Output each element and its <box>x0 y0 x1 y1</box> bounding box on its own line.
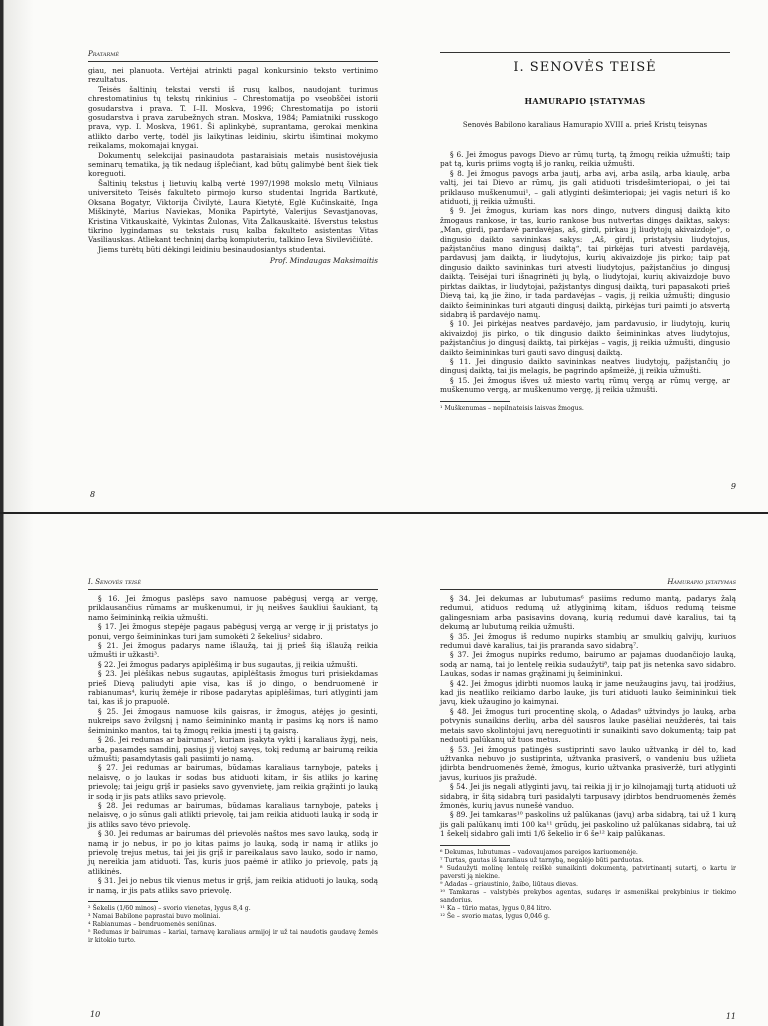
running-header: Pratarmė <box>88 50 120 58</box>
footnote-rule <box>440 401 510 402</box>
footnote: ¹⁰ Tamkaras – valstybės prekybos agentas, sudaręs ir asmeniškai prekybinius ir tiekimo sandorius. <box>440 888 736 904</box>
header-rule <box>88 61 378 62</box>
paragraph: Šaltinių tekstus į lietuvių kalbą vertė 1997/1998 mokslo metų Vilniaus universiteto Teisės fakulteto pirmojo kurso studentai Ingrida Bartkutė, Oksana Bogatyr, Viktorija Čivilytė, Laura Kietytė, Eglė Kučinskaitė, Inga Miškinytė, Marius Naviekas, Monika Papirtytė, Valerijus Sevastjanovas, Kristina Vitkauskaitė, Vykintas Žulonas, Vita Žalkauskaitė. Išverstus tekstus tikrino lygindamas su tekstais rusų kalba fakulteto asistentas Vitas Vasiliauskas. Atliekant techninį darbą kompiuteriu, talkino Ieva Sivilevičiūtė. <box>88 178 378 245</box>
code-text <box>88 594 378 945</box>
page-number: 11 <box>725 1012 736 1021</box>
footnote: ¹ Muškenumas – nepilnateisis laisvas žmogus. <box>440 404 584 412</box>
page-number: 10 <box>90 1010 101 1019</box>
paragraph: § 23. Jei plėšikas nebus sugautas, apiplėštasis žmogus turi prisiekdamas prieš Dievą paliudyti apie visa, kas iš jo dingo, o bendruomenė ir rabianumas⁴, kurių žemėje ir ribose padarytas apiplėšimas, turi atlyginti jam tai, kas iš jo prapuolė. <box>88 669 378 707</box>
paragraph: § 10. Jei pirkėjas neatves pardavėjo, jam pardavusio, ir liudytojų, kurių akivaizdoj jis pirko, o tik dingusio daikto šeimininkas atves liudytojus, pažįstančius jo dingusį daiktą, tai pirkėjas – vagis, jį reikia užmušti, dingusio daikto šeimininkas turi gauti savo dingusį daiktą. <box>440 319 730 357</box>
footnote: ⁸ Sudaužyti molinę lentelę reiškė sunaikinti dokumentą, patvirtinantį sutartį, o kartu ir paversti ją niekine. <box>440 864 736 880</box>
page-11 <box>384 514 768 1026</box>
page-8 <box>0 0 385 512</box>
paragraph: § 53. Jei žmogus patingės sustiprinti savo lauko užtvanką ir dėl to, kad užtvanka nebuvo jo sustiprinta, užtvanka prasiverš, o vandeniu bus užlieta įdirbta bendruomenės žemė, žmogus, kurio užtvanka prasiveržė, turi atlyginti javus, kuriuos jis pražudė. <box>440 744 736 782</box>
running-header: Hamurapio įstatymas <box>667 578 736 586</box>
footnote: ¹² Še – svorio matas, lygus 0,046 g. <box>440 912 550 920</box>
page-number: 9 <box>730 482 736 491</box>
paragraph: giau, nei planuota. Vertėjai atrinkti pagal konkursinio teksto vertinimo rezultatus. <box>88 66 378 85</box>
footnote: ³ Namai Babilone paprastai buvo moliniai. <box>88 913 221 920</box>
footnote: ⁷ Turtas, gautas iš karaliaus už tarnybą, negalėjo būti parduotas. <box>440 856 644 864</box>
paragraph: Jiems turėtų būti dėkingi leidiniu besinaudosiantys studentai. <box>98 244 326 254</box>
paragraph: § 17. Jei žmogus stepėje pagaus pabėgusį vergą ar vergę ir jį pristatys jo ponui, vergo šeimininkas turi jam sumokėti 2 šekelius² sidabro. <box>88 622 378 641</box>
footnote-rule <box>440 845 510 846</box>
paragraph: § 34. Jei dekumas ar lubutumas⁶ pasiims redumo mantą, padarys žalą redumui, atiduos redumą už atlyginimą kitam, išduos redumą teisme galingesniam arba pasisavins dovaną, kurią redumui davė karalius, tai tą dekumą ar lubutumą reikia užmušti. <box>440 594 736 632</box>
paragraph: § 16. Jei žmogus paslėps savo namuose pabėgusį vergą ar vergę, priklausančius rūmams ar muškenumui, ir jų neišves šaukliui šaukiant, tą namo šeimininką reikia užmušti. <box>88 594 378 622</box>
paragraph: Teisės šaltinių tekstai versti iš rusų kalbos, naudojant turimus chrestomatinius tų tekstų rinkinius – Chrestomatija po vseobščei istorii gosudarstva i prava. T. I–II. Moskva, 1996; Chrestomatija po istorii gosudarstva i prava zarubežnych stran. Moskva, 1984; Pamiatniki russkogo prava, vyp. I. Moskva, 1961. Ši aplinkybė, suprantama, gerokai menkina atlikto darbo vertę, todėl jis laikytinas leidiniu, skirtu išimtinai mokymo reikalams, mokomajai knygai. <box>88 84 378 151</box>
paragraph: § 22. Jei žmogus padarys apiplėšimą ir bus sugautas, jį reikia užmušti. <box>98 659 358 669</box>
paragraph: Dokumentų selekcijai pasinaudota pastaraisiais metais nusistovėjusia seminarų tematika, ją tik nedaug išplečiant, kad būtų galimybė bent šiek tiek koreguoti. <box>88 150 378 179</box>
paragraph: § 9. Jei žmogus, kuriam kas nors dingo, nutvers dingusį daiktą kito žmogaus rankose, ir tas, kurio rankose bus nutvertas dingęs daiktas, sakys: „Man, girdi, pardavė pardavėjas, aš, girdi, pirkau jį liudytojų akivaizdoje“, o dingusio daikto savininkas sakys: „Aš, girdi, pristatysiu liudytojus, pažįstančius mano dingusį daiktą“, tai pirkėjas turi atvesti pardavėją, pardavusį jam daiktą, ir liudytojus, kurių akivaizdoje jis pirko; taip pat dingusio daikto savininkas turi atvesti liudytojus, pažįstančius jo dingusį daiktą. Teisėjai turi išnagrinėti jų bylą, o liudytojai, kurių akivaizdoje buvo pirktas daiktas, ir liudytojai, pažįstantys dingusį daiktą, turi papasakoti prieš Dievą tai, ką jie žino, ir tada pardavėjas – vagis, jį reikia užmušti; dingusio daikto šeimininkas turi atgauti dingusį daiktą, pirkėjas turi paimti jo atsvertą sidabrą iš pardavėjo namų. <box>440 206 730 319</box>
paragraph: § 31. Jei jo nebus tik vienus metus ir grįš, jam reikia atiduoti jo lauką, sodą ir namą, ir jis pats atliks savo prievolę. <box>88 876 378 895</box>
paragraph: § 89. Jei tamkaras¹⁰ paskolins už palūkanas (javų) arba sidabrą, tai už 1 kurą jis gali palūkanų imti 100 ka¹¹ grūdų, jei paskolino už palūkanas sidabrą, tai už 1 šekelį sidabro gali imti 1/6 šekelio ir 6 še¹² kaip palūkanas. <box>440 810 736 839</box>
paragraph: § 37. Jei žmogus nupirks redumo, bairumo ar pajamas duodančiojo lauką, sodą ar namą, tai jo lentelę reikia sudaužyti⁸, taip pat jis netenka savo sidabro. Laukas, sodas ir namas grąžinami jų šeimininkui. <box>440 650 736 679</box>
paragraph: § 21. Jei žmogus padarys name išlaužą, tai jį prieš šią išlaužą reikia užmušti ir užkasti³. <box>88 641 378 660</box>
bottom-spread <box>0 512 768 1026</box>
footnote: ⁹ Adadas – griaustinio, žaibo, liūtaus dievas. <box>440 880 578 888</box>
footnote: ¹¹ Ka – tūrio matas, lygus 0,84 litro. <box>440 904 552 912</box>
section-subtitle: Senovės Babilono karaliaus Hamurapio XVIII a. prieš Kristų teisynas <box>462 121 708 129</box>
page-10 <box>0 514 385 1026</box>
paragraph: § 35. Jei žmogus iš redumo nupirks stambių ar smulkių galvijų, kuriuos redumui davė karalius, tai jis praranda savo sidabrą⁷. <box>440 631 736 651</box>
paragraph: § 30. Jei redumas ar bairumas dėl prievolės naštos mes savo lauką, sodą ir namą ir jo nebus, ir po jo kitas paims jo lauką, sodą ir namą ir atliks jo prievolę trejus metus, tai jei jis grįš ir pareikalaus savo lauko, sodo ir namo, jų nereikia jam atiduoti. Tas, kuris juos paėmė ir atliko jo prievolę, pats ją atlikinės. <box>88 829 378 876</box>
footnote-rule <box>88 901 158 902</box>
paragraph: § 26. Jei redumas ar bairumas⁵, kuriam įsakyta vykti į karaliaus žygį, neis, arba, pasamdęs samdinį, pasiųs jį vietoj savęs, tokį redumą ar bairumą reikia užmušti; pasamdytasis gali pasiimti jo namą. <box>88 735 378 763</box>
page-number: 8 <box>90 490 96 499</box>
code-text <box>440 594 736 921</box>
paragraph: § 48. Jei žmogus turi procentinę skolą, o Adadas⁹ užtvindys jo lauką, arba potvynis sunaikins derlių, arba dėl sausros lauke pasėliai neužderės, tai tais metais savo skolintojui javų nereguotinti ir sunaikinti savo dokumentą; taip pat neduoti palūkanų už tuos metus. <box>440 706 736 745</box>
header-rule <box>440 589 736 590</box>
signature: Prof. Mindaugas Maksimaitis <box>269 256 378 266</box>
paragraph: § 28. Jei redumas ar bairumas, būdamas karaliaus tarnyboje, pateks į nelaisvę, o jo sūnus gali atlikti prievolę, tai jam reikia atiduoti lauką ir sodą ir jis atliks savo tėvo prievolę. <box>88 800 378 829</box>
running-header: I. Senovės teisė <box>88 578 141 586</box>
book-spine <box>0 514 34 1026</box>
paragraph: § 6. Jei žmogus pavogs Dievo ar rūmų turtą, tą žmogų reikia užmušti; taip pat tą, kuris priims vogtą iš jo rankų, reikia užmušti. <box>440 150 730 169</box>
paragraph: § 25. Jei žmogaus namuose kils gaisras, ir žmogus, atėjęs jo gesinti, nukreips savo žvilgsnį į namo šeimininko mantą ir pasims ką nors iš namo šeimininko mantos, tai tą žmogų reikia įmesti į tą gaisrą. <box>88 706 378 735</box>
paragraph: § 8. Jei žmogus pavogs arba jautį, arba avį, arba asilą, arba kiaulę, arba valtį, jei tai Dievo ar rūmų, jis gali atiduoti trisdešimteriopai, o jei tai priklauso muškenumui¹, – gali atlyginti dešimteriopai; jei vagis neturi iš ko atiduoti, jį reikia užmušti. <box>440 168 730 207</box>
preface-text <box>88 66 378 266</box>
paragraph: § 27. Jei redumas ar bairumas, būdamas karaliaus tarnyboje, pateks į nelaisvę, o jo laukas ir sodas bus atiduoti kitam, ir šis atliks jo karinę prievolę; tai jeigu grįš ir pasieks savo gyvenvietę, jam reikia grąžinti jo lauką ir sodą ir jis pats atliks savo prievolę. <box>88 763 378 801</box>
section-title: HAMURAPIO ĮSTATYMAS <box>524 96 646 106</box>
paragraph: § 42. Jei žmogus įdirbti nuomos lauką ir jame neužaugins javų, tai įrodžius, kad jis neatliko reikiamo darbo lauke, jis turi atiduoti lauko šeimininkui tiek javų, kiek užaugino jo kaimynai. <box>440 678 736 707</box>
chapter-rule <box>440 52 730 53</box>
paragraph: § 54. Jei jis negali atlyginti javų, tai reikia jį ir jo kilnojamąjį turtą atiduoti už sidabrą, ir šitą sidabrą turi pasidalyti tarpusavy įdirbtos bendruomenės žemės žmonės, kurių javus nunešė vanduo. <box>440 782 736 810</box>
header-rule <box>88 589 378 590</box>
code-text <box>440 150 730 413</box>
footnote: ⁴ Rabianumas – bendruomenės seniūnas. <box>88 921 217 928</box>
footnote: ⁵ Redumas ir bairumas – kariai, tarnavę karaliaus armijoj ir už tai naudotis gaudavę žemės ir kitokio turto. <box>88 929 378 944</box>
footnote: ⁶ Dekumas, lubutumas – vadovaujamos pareigos kariuomenėje. <box>440 848 638 856</box>
chapter-title: I. SENOVĖS TEISĖ <box>513 60 657 75</box>
paragraph: § 11. Jei dingusio daikto savininkas neatves liudytojų, pažįstančių jo dingusį daiktą, tai jis melagis, be pagrindo apšmeižė, jį reikia užmušti. <box>440 356 730 376</box>
paragraph: § 15. Jei žmogus išves už miesto vartų rūmų vergą ar rūmų vergę, ar muškenumo vergą, ar muškenumo vergę, jį reikia užmušti. <box>440 375 730 395</box>
book-spine <box>0 0 34 512</box>
top-spread <box>0 0 768 512</box>
footnote: ² Šekelis (1/60 minos) – svorio vienetas, lygus 8,4 g. <box>88 905 251 912</box>
